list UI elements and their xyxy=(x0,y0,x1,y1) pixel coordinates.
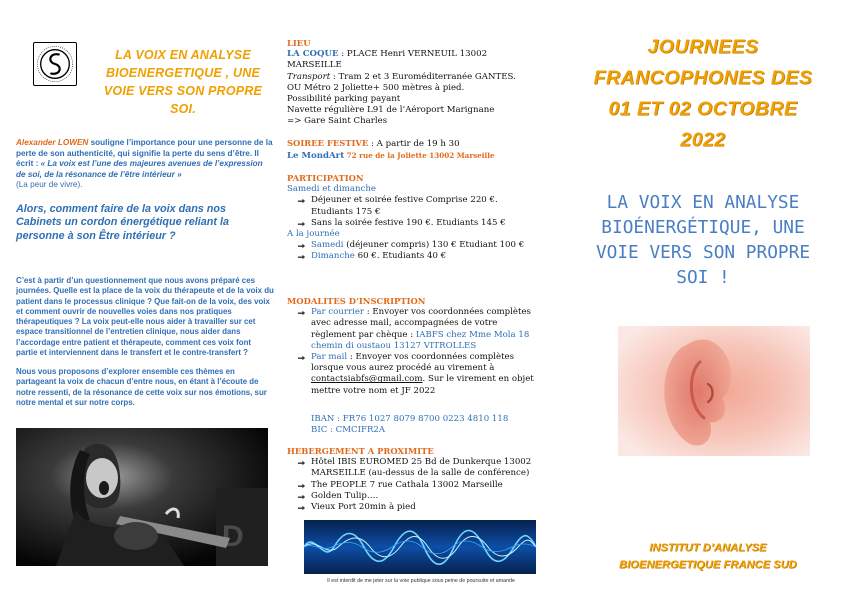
saturday-label: Samedi xyxy=(311,240,344,251)
participation-section xyxy=(287,173,537,263)
lowen-quote-paragraph xyxy=(16,138,274,191)
institute-line: INSTITUT D’ANALYSE xyxy=(649,542,767,554)
metro-info: OU Métro 2 Joliette+ 500 mètres à pied. xyxy=(287,82,465,93)
venue-name: LA COQUE xyxy=(287,49,339,60)
lieu-heading: LIEU xyxy=(287,38,311,48)
hotel-item: The PEOPLE 7 rue Cathala 13002 Marseille xyxy=(311,479,503,490)
institute-logo xyxy=(33,42,77,86)
title-line: VOIE VERS SON PROPRE xyxy=(595,242,811,263)
mail-post-label: Par courrier xyxy=(311,307,365,318)
baby-ear-photo xyxy=(618,326,810,456)
pointing-hand-icon xyxy=(297,241,306,250)
accommodation-section xyxy=(287,446,537,513)
sunday-price: 60 €. Etudiants 40 € xyxy=(354,251,447,262)
iban-value: IBAN : FR76 1027 8079 8700 0223 4810 118 xyxy=(311,414,509,424)
left-title-line: BIOENERGETIQUE , UNE xyxy=(105,66,261,80)
pointing-hand-icon xyxy=(297,458,306,467)
soiree-address: 72 rue de la Joliette 13002 Marseille xyxy=(344,151,495,161)
bank-section xyxy=(287,414,537,436)
saturday-price: (déjeuner compris) 130 € Etudiant 100 € xyxy=(343,240,525,251)
left-title xyxy=(88,46,278,118)
lowen-quote: « La voix est l’une des majeures avenues de l’expression de soi, de la résonance de l’être intérieur » xyxy=(16,159,263,179)
pointing-hand-icon xyxy=(297,481,306,490)
lowen-source: (La peur de vivre). xyxy=(16,180,83,190)
transport-label: Transport xyxy=(287,71,331,82)
list-item xyxy=(287,352,537,397)
pointing-hand-icon xyxy=(297,492,306,501)
pointing-hand-icon xyxy=(297,503,306,512)
left-title-line: LA VOIX EN ANALYSE xyxy=(115,48,251,62)
right-title xyxy=(572,190,834,290)
contact-email-link[interactable]: contactsiabfs@gmail.com xyxy=(311,374,423,385)
venue-address: : PLACE Henri VERNEUIL 13002 MARSEILLE xyxy=(287,49,488,71)
postal-address: IABFS chez Mme Mola 18 chemin di oustaou 13127 VITROLLES xyxy=(311,329,530,351)
mail-post-text: : Envoyer vos coordonnées complètes avec adresse mail, accompagnées de votre règlement par chèque : xyxy=(311,307,531,340)
soiree-heading: SOIREE FESTIVE xyxy=(287,138,369,148)
pointing-hand-icon xyxy=(297,252,306,261)
pointing-hand-icon xyxy=(297,196,306,205)
title-line: BIOÉNERGÉTIQUE, UNE xyxy=(601,217,805,238)
inscription-section xyxy=(287,296,537,397)
heading-line: FRANCOPHONES DES xyxy=(593,67,813,89)
hotel-item: Hôtel IBIS EUROMED 25 Bd de Dunkerque 13002 MARSEILLE (au-dessus de la salle de conférence) xyxy=(311,457,532,479)
invitation-paragraph: Nous vous proposons d’explorer ensemble ces thèmes en partageant la voix de chacun d’entre nous, en étant à l’écoute de notre ressenti, de la résonance de cette voix sur nos émotions, sur notre mental et sur notre corps. xyxy=(16,367,267,407)
singer-guitarist-photo xyxy=(16,428,268,566)
weekend-label: Samedi et dimanche xyxy=(287,184,376,195)
transport-text: : Tram 2 et 3 Euroméditerranée GANTES. xyxy=(330,71,516,82)
email-text-end: . Sur le virement en objet mettre votre nom et JF 2022 xyxy=(311,374,534,396)
list-item xyxy=(287,307,537,352)
event-dates-heading xyxy=(568,32,838,156)
hotel-item: Golden Tulip…. xyxy=(311,490,379,501)
soiree-venue: Le MondArt xyxy=(287,151,345,162)
list-item xyxy=(287,218,537,229)
soiree-section xyxy=(287,138,537,162)
hotel-item: Vieux Port 20min à pied xyxy=(311,502,416,513)
shuttle-info: Navette régulière L91 de l’Aéroport Marignane xyxy=(287,105,495,116)
left-title-line: SOI. xyxy=(170,102,196,116)
pointing-hand-icon xyxy=(297,353,306,362)
per-day-label: A la journée xyxy=(287,229,340,240)
footnote: Il est interdit de me jeter sur la voie publique sous peine de poursuite et amande xyxy=(327,578,515,584)
heading-line: 2022 xyxy=(680,129,726,151)
accommodation-heading: HEBERGEMENT A PROXIMITE xyxy=(287,446,434,456)
list-item xyxy=(287,502,537,513)
email-text: : Envoyer vos coordonnées complètes lorsque vous aurez procédé au virement à xyxy=(311,352,515,374)
list-item xyxy=(287,240,537,251)
inscription-heading: MODALITES D’INSCRIPTION xyxy=(287,296,426,306)
soiree-time: : A partir de 19 h 30 xyxy=(368,139,460,149)
bic-value: BIC : CMCIFR2A xyxy=(311,425,386,436)
logo-emblem-icon xyxy=(34,43,76,85)
heading-line: JOURNEES xyxy=(647,36,759,58)
lieu-section xyxy=(287,38,537,128)
sunday-label: Dimanche xyxy=(311,251,355,262)
list-item xyxy=(287,251,537,262)
list-item xyxy=(287,480,537,491)
author-name: Alexander LOWEN xyxy=(16,138,89,147)
pointing-hand-icon xyxy=(297,219,306,228)
parking-info: Possibilité parking payant xyxy=(287,94,401,105)
price-full: Déjeuner et soirée festive Comprise 220 €. Etudiants 175 € xyxy=(311,195,498,217)
list-item xyxy=(287,457,537,479)
price-without-party: Sans la soirée festive 190 €. Etudiants 145 € xyxy=(311,217,506,228)
institute-name xyxy=(592,540,824,574)
institute-line: BIOENERGETIQUE FRANCE SUD xyxy=(619,559,797,571)
left-title-line: VOIE VERS SON PROPRE xyxy=(103,84,263,98)
title-line: LA VOIX EN ANALYSE xyxy=(606,192,800,213)
question-heading: Alors, comment faire de la voix dans nos Cabinets un cordon énergétique reliant la personne à son Être intérieur ? xyxy=(16,203,229,242)
participation-heading: PARTICIPATION xyxy=(287,173,364,183)
station-info: => Gare Saint Charles xyxy=(287,116,388,127)
list-item xyxy=(287,195,537,217)
svg-text:D: D xyxy=(222,520,244,553)
title-line: SOI ! xyxy=(676,267,730,288)
pointing-hand-icon xyxy=(297,308,306,317)
heading-line: 01 ET 02 OCTOBRE xyxy=(608,98,798,120)
sound-wave-image xyxy=(304,520,536,574)
intro-paragraph: C’est à partir d’un questionnement que nous avons préparé ces journées. Quelle est la place de la voix du thérapeute et de la voix du patient dans le processus clinique ? Que fait-on de la voix, des voix et comment ouvrir de nouvelles voies dans nos pratiques thérapeutiques ? La voix peut-elle nous aider à travailler sur cet espace transitionnel de l’entretien clinique, nous aider dans l’accordage entre patient et thérapeute, comment ces voix font partie et interviennent dans le transfert et le contre-transfert ? xyxy=(16,276,274,358)
list-item xyxy=(287,491,537,502)
lowen-text: souligne l’importance pour une personne de la perte de son authenticité, qui signifie la perte du sens d’être. Il écrit : xyxy=(16,138,273,169)
email-label: Par mail xyxy=(311,352,348,363)
